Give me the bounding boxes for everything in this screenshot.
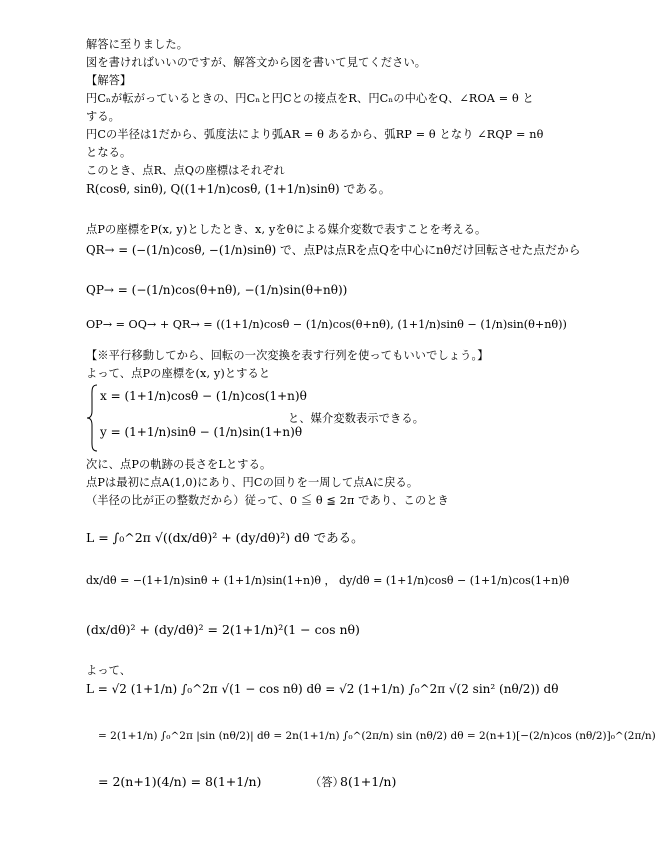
eq-derivative-sum: (dx/dθ)² + (dy/dθ)² = 2(1+1/n)²(1 − cos nθ) — [86, 622, 360, 637]
final-answer: 8(1+1/n) — [340, 774, 397, 789]
para1-line-2: する。 — [86, 110, 121, 123]
eq-vector-op: OP→ = OQ→ + QR→ = ((1+1/n)cosθ − (1/n)cos(θ+nθ), (1+1/n)sinθ − (1/n)sin(θ+nθ)) — [86, 318, 567, 331]
param-y-equation: y = (1+1/n)sinθ − (1/n)sin(1+n)θ — [100, 425, 303, 439]
para2-line-1: 円Cの半径は1だから、弧度法により弧AR = θ あるから、弧RP = θ となり ∠RQP = nθ — [86, 128, 544, 141]
para2-line-3: このとき、点R、点Qの座標はそれぞれ — [86, 164, 285, 177]
eq-derivatives: dx/dθ = −(1+1/n)sinθ + (1+1/n)sin(1+n)θ ， dy/dθ = (1+1/n)cosθ − (1+1/n)cos(1+n)θ — [86, 574, 570, 587]
para5-line-1: 次に、点Pの軌跡の長さをLとする。 — [86, 458, 272, 471]
para2-line-2: となる。 — [86, 146, 132, 159]
para1-line-1: 円Cₙが転がっているときの、円Cₙと円Cとの接点をR、円Cₙの中心をQ、∠ROA = θ と — [86, 92, 534, 105]
answer-label: （答） — [310, 776, 345, 789]
para5-line-2: 点Pは最初に点A(1,0)にあり、円Cの回りを一周して点Aに戻る。 — [86, 476, 419, 489]
eq-arc-length: L = ∫₀^2π √((dx/dθ)² + (dy/dθ)²) dθ である。 — [86, 530, 364, 545]
param-tail-text: と、媒介変数表示できる。 — [288, 412, 425, 425]
note-line: 【※平行移動してから、回転の一次変換を表す行列を使ってもいいでしょう。】 — [86, 349, 489, 362]
para6: よって、 — [86, 664, 132, 677]
eq-vector-qp: QP→ = (−(1/n)cos(θ+nθ), −(1/n)sin(θ+nθ)) — [86, 283, 348, 297]
eq-length-step-1: L = √2 (1+1/n) ∫₀^2π √(1 − cos nθ) dθ = √2 (1+1/n) ∫₀^2π √(2 sin² (nθ/2)) dθ — [86, 682, 559, 696]
eq-rq-coordinates: R(cosθ, sinθ), Q((1+1/n)cosθ, (1+1/n)sinθ) である。 — [86, 182, 391, 196]
answer-heading: 【解答】 — [86, 74, 132, 87]
param-x-equation: x = (1+1/n)cosθ − (1/n)cos(1+n)θ — [100, 389, 307, 403]
left-brace-icon — [86, 383, 100, 453]
eq-length-step-3: = 2(n+1)(4/n) = 8(1+1/n) — [98, 774, 262, 789]
parametric-system — [86, 383, 307, 453]
intro-line-1: 解答に至りました。 — [86, 38, 189, 51]
para5-line-3: （半径の比が正の整数だから）従って、0 ≦ θ ≦ 2π であり、このとき — [86, 494, 449, 507]
para4: よって、点Pの座標を(x, y)とすると — [86, 367, 271, 380]
intro-line-2: 図を書ければいいのですが、解答文から図を書いて見てください。 — [86, 56, 427, 69]
eq-length-step-2: = 2(1+1/n) ∫₀^2π |sin (nθ/2)| dθ = 2n(1+1/n) ∫₀^(2π/n) sin (nθ/2) dθ = 2(n+1)[−(2/n)cos (nθ/2)]₀^(2π/n) — [98, 730, 656, 742]
eq-vector-qr: QR→ = (−(1/n)cosθ, −(1/n)sinθ) で、点Pは点Rを点Qを中心にnθだけ回転させた点だから — [86, 243, 581, 257]
para3: 点Pの座標をP(x, y)としたとき、x, yをθによる媒介変数で表すことを考える。 — [86, 223, 487, 236]
